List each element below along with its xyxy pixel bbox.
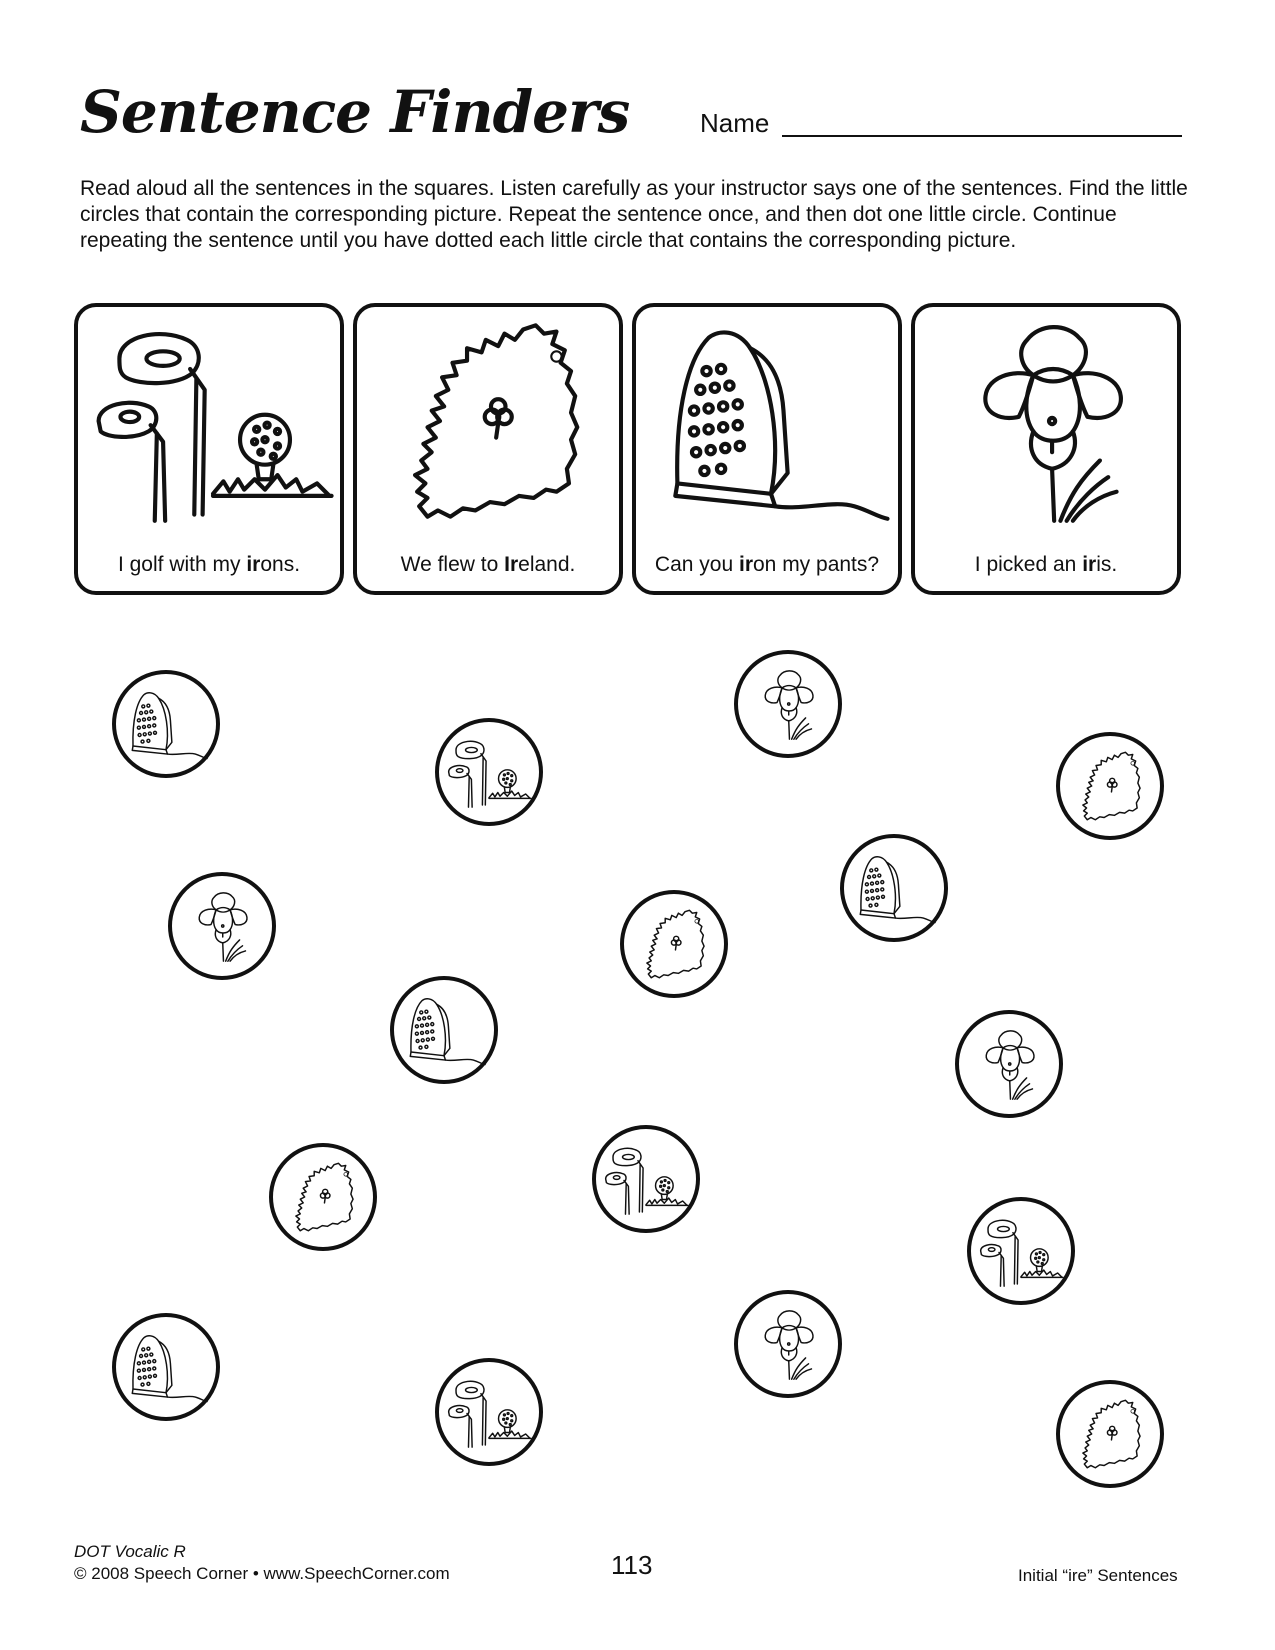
name-field-line[interactable] bbox=[782, 135, 1182, 137]
clothes-iron-icon bbox=[850, 844, 938, 932]
dot-circle-iron[interactable] bbox=[112, 1313, 220, 1421]
card-ireland bbox=[353, 303, 623, 595]
golf-clubs-icon bbox=[977, 1207, 1065, 1295]
page-title: Sentence Finders bbox=[80, 78, 630, 146]
dot-circle-golf[interactable] bbox=[967, 1197, 1075, 1305]
dot-circle-iris[interactable] bbox=[734, 1290, 842, 1398]
golf-clubs-icon bbox=[88, 317, 338, 525]
card-golf bbox=[74, 303, 344, 595]
footer-topic: Initial “ire” Sentences bbox=[1018, 1566, 1178, 1585]
card-caption: I golf with my irons. bbox=[117, 553, 301, 576]
iris-flower-icon bbox=[744, 1300, 832, 1388]
ireland-map-icon bbox=[630, 900, 718, 988]
dot-circle-ireland[interactable] bbox=[1056, 732, 1164, 840]
footer-copyright: © 2008 Speech Corner • www.SpeechCorner.com bbox=[74, 1564, 450, 1583]
clothes-iron-icon bbox=[646, 317, 896, 525]
dot-circle-golf[interactable] bbox=[435, 718, 543, 826]
card-caption: Can you iron my pants? bbox=[654, 553, 880, 576]
name-label: Name bbox=[700, 108, 770, 138]
dot-circle-iron[interactable] bbox=[390, 976, 498, 1084]
ireland-map-icon bbox=[279, 1153, 367, 1241]
golf-clubs-icon bbox=[445, 1368, 533, 1456]
clothes-iron-icon bbox=[122, 1323, 210, 1411]
dot-circle-iris[interactable] bbox=[734, 650, 842, 758]
dot-circle-ireland[interactable] bbox=[269, 1143, 377, 1251]
footer-series: DOT Vocalic R bbox=[74, 1542, 186, 1561]
iris-flower-icon bbox=[178, 882, 266, 970]
card-iris bbox=[911, 303, 1181, 595]
dot-circle-iron[interactable] bbox=[112, 670, 220, 778]
dot-circle-iron[interactable] bbox=[840, 834, 948, 942]
ireland-map-icon bbox=[367, 317, 617, 525]
iris-flower-icon bbox=[965, 1020, 1053, 1108]
dot-circle-ireland[interactable] bbox=[1056, 1380, 1164, 1488]
page-number: 113 bbox=[611, 1550, 653, 1580]
clothes-iron-icon bbox=[122, 680, 210, 768]
iris-flower-icon bbox=[925, 317, 1175, 525]
golf-clubs-icon bbox=[445, 728, 533, 816]
card-caption: We flew to Ireland. bbox=[400, 553, 576, 576]
instructions: Read aloud all the sentences in the squares. Listen carefully as your instructor says one of the sentences. Find the little circles that contain the corresponding picture. Repeat the sentence once, and then dot one little circle. Continue repeating the sentence until you have dotted each little circle that contains the corresponding picture. bbox=[80, 177, 1188, 252]
ireland-map-icon bbox=[1066, 1390, 1154, 1478]
dot-circle-golf[interactable] bbox=[435, 1358, 543, 1466]
dot-circle-ireland[interactable] bbox=[620, 890, 728, 998]
dot-circle-iris[interactable] bbox=[168, 872, 276, 980]
card-iron bbox=[632, 303, 902, 595]
iris-flower-icon bbox=[744, 660, 832, 748]
dot-circle-golf[interactable] bbox=[592, 1125, 700, 1233]
ireland-map-icon bbox=[1066, 742, 1154, 830]
card-caption: I picked an iris. bbox=[974, 553, 1118, 576]
clothes-iron-icon bbox=[400, 986, 488, 1074]
golf-clubs-icon bbox=[602, 1135, 690, 1223]
dot-circle-iris[interactable] bbox=[955, 1010, 1063, 1118]
